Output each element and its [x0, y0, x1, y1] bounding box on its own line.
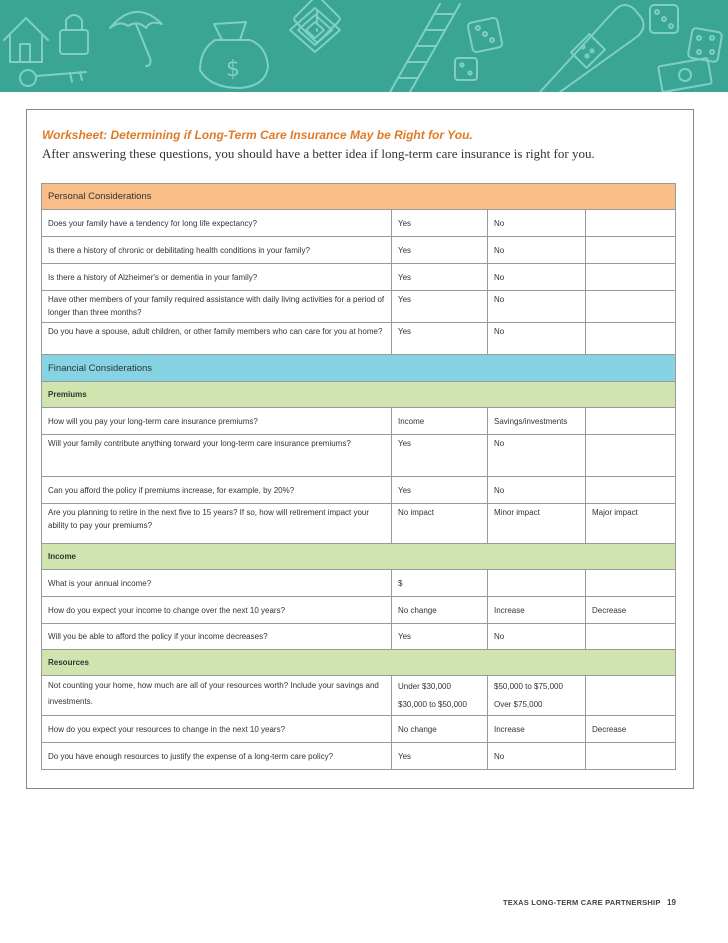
question-text: Do you have enough resources to justify the expense of a long-term care policy? [42, 743, 392, 770]
question-text: How do you expect your income to change over the next 10 years? [42, 597, 392, 624]
answer-option[interactable]: Yes [392, 477, 488, 504]
answer-option [586, 323, 676, 355]
answer-option [586, 570, 676, 597]
question-text: What is your annual income? [42, 570, 392, 597]
answer-option[interactable]: Yes [392, 743, 488, 770]
section-title-financial: Financial Considerations [42, 355, 676, 382]
answer-option[interactable]: Yes [392, 237, 488, 264]
answer-option[interactable]: Yes [392, 435, 488, 477]
dice-icon [455, 17, 503, 80]
dice-icon-2 [650, 5, 722, 62]
table-row [42, 323, 676, 355]
table-row [42, 408, 676, 435]
answer-option [586, 477, 676, 504]
question-text: Not counting your home, how much are all of your resources worth? Include your savings and investments. [42, 676, 392, 716]
subsection-title-premiums: Premiums [42, 382, 676, 408]
bandage-icon [540, 5, 644, 92]
answer-option[interactable]: Income [392, 408, 488, 435]
answer-option[interactable]: No [488, 210, 586, 237]
answer-option[interactable]: No [488, 743, 586, 770]
answer-option[interactable]: No [488, 323, 586, 355]
section-header-financial [42, 355, 676, 382]
table-row [42, 237, 676, 264]
table-row [42, 676, 676, 716]
answer-option[interactable]: $30,000 to $50,000 [398, 700, 467, 709]
padlock-icon [60, 15, 88, 54]
answer-option[interactable]: Over $75,000 [494, 700, 543, 709]
worksheet-table [41, 183, 676, 770]
subsection-header-premiums [42, 382, 676, 408]
answer-option[interactable]: Yes [392, 210, 488, 237]
worksheet-title: Worksheet: Determining if Long-Term Care Insurance May be Right for You. [42, 128, 473, 142]
table-row [42, 291, 676, 323]
table-row [42, 570, 676, 597]
section-header-personal [42, 184, 676, 210]
question-text: Does your family have a tendency for long life expectancy? [42, 210, 392, 237]
page-number: 19 [667, 898, 676, 907]
answer-option[interactable]: Major impact [586, 504, 676, 544]
house-icon [4, 18, 48, 62]
subsection-header-income [42, 544, 676, 570]
question-text: Have other members of your family required assistance with daily living activities for a period of longer than three months? [42, 291, 392, 323]
question-text: Are you planning to retire in the next five to 15 years? If so, how will retirement impact your ability to pay your premiums? [42, 504, 392, 544]
subsection-title-income: Income [42, 544, 676, 570]
table-row [42, 435, 676, 477]
decorative-banner [0, 0, 728, 92]
answer-option [586, 743, 676, 770]
doodle-pattern [0, 0, 728, 92]
worksheet-subtitle: After answering these questions, you should have a better idea if long-term care insurance is right for you. [42, 146, 595, 161]
question-text: Is there a history of chronic or debilitating health conditions in your family? [42, 237, 392, 264]
question-text: Do you have a spouse, adult children, or other family members who can care for you at home? [42, 323, 392, 355]
table-row [42, 624, 676, 650]
answer-option-group [392, 676, 488, 716]
table-row [42, 597, 676, 624]
question-text: Can you afford the policy if premiums increase, for example, by 20%? [42, 477, 392, 504]
table-row [42, 716, 676, 743]
subsection-header-resources [42, 650, 676, 676]
table-row [42, 210, 676, 237]
answer-option[interactable]: No change [392, 716, 488, 743]
answer-option[interactable]: Increase [488, 597, 586, 624]
answer-option[interactable]: Savings/investments [488, 408, 586, 435]
answer-option [586, 624, 676, 650]
answer-option[interactable]: Increase [488, 716, 586, 743]
answer-option[interactable]: No impact [392, 504, 488, 544]
cash-bill-icon [658, 58, 712, 92]
answer-option [586, 264, 676, 291]
table-row [42, 477, 676, 504]
answer-option [586, 291, 676, 323]
answer-option[interactable]: Yes [392, 624, 488, 650]
question-text: Is there a history of Alzheimer's or dementia in your family? [42, 264, 392, 291]
answer-option [488, 570, 586, 597]
answer-option[interactable]: No [488, 264, 586, 291]
footer-org-name: TEXAS LONG-TERM CARE PARTNERSHIP [503, 898, 661, 907]
section-title-personal: Personal Considerations [42, 184, 676, 210]
key-icon [20, 70, 86, 86]
answer-option[interactable]: No [488, 477, 586, 504]
answer-field[interactable]: $ [392, 570, 488, 597]
ladder-icon [390, 4, 460, 92]
question-text: Will your family contribute anything torward your long-term care insurance premiums? [42, 435, 392, 477]
table-row [42, 743, 676, 770]
answer-option[interactable]: Yes [392, 291, 488, 323]
answer-option[interactable]: Yes [392, 323, 488, 355]
answer-option [586, 210, 676, 237]
answer-option[interactable]: No [488, 291, 586, 323]
answer-option[interactable]: Decrease [586, 716, 676, 743]
answer-option[interactable]: Under $30,000 [398, 682, 451, 691]
question-text: Will you be able to afford the policy if your income decreases? [42, 624, 392, 650]
question-text: How do you expect your resources to change in the next 10 years? [42, 716, 392, 743]
svg-text:$: $ [226, 57, 240, 82]
answer-option [586, 435, 676, 477]
answer-option[interactable]: Yes [392, 264, 488, 291]
answer-option[interactable]: No [488, 624, 586, 650]
answer-option[interactable]: No [488, 237, 586, 264]
table-row [42, 504, 676, 544]
question-text: How will you pay your long-term care insurance premiums? [42, 408, 392, 435]
answer-option[interactable]: No change [392, 597, 488, 624]
answer-option[interactable]: Minor impact [488, 504, 586, 544]
umbrella-icon [110, 12, 162, 66]
answer-option[interactable]: $50,000 to $75,000 [494, 682, 563, 691]
answer-option[interactable]: Decrease [586, 597, 676, 624]
answer-option-group [488, 676, 586, 716]
answer-option [586, 408, 676, 435]
answer-option [586, 237, 676, 264]
money-bag-icon [200, 22, 268, 88]
subsection-title-resources: Resources [42, 650, 676, 676]
table-row [42, 264, 676, 291]
answer-option[interactable]: No [488, 435, 586, 477]
